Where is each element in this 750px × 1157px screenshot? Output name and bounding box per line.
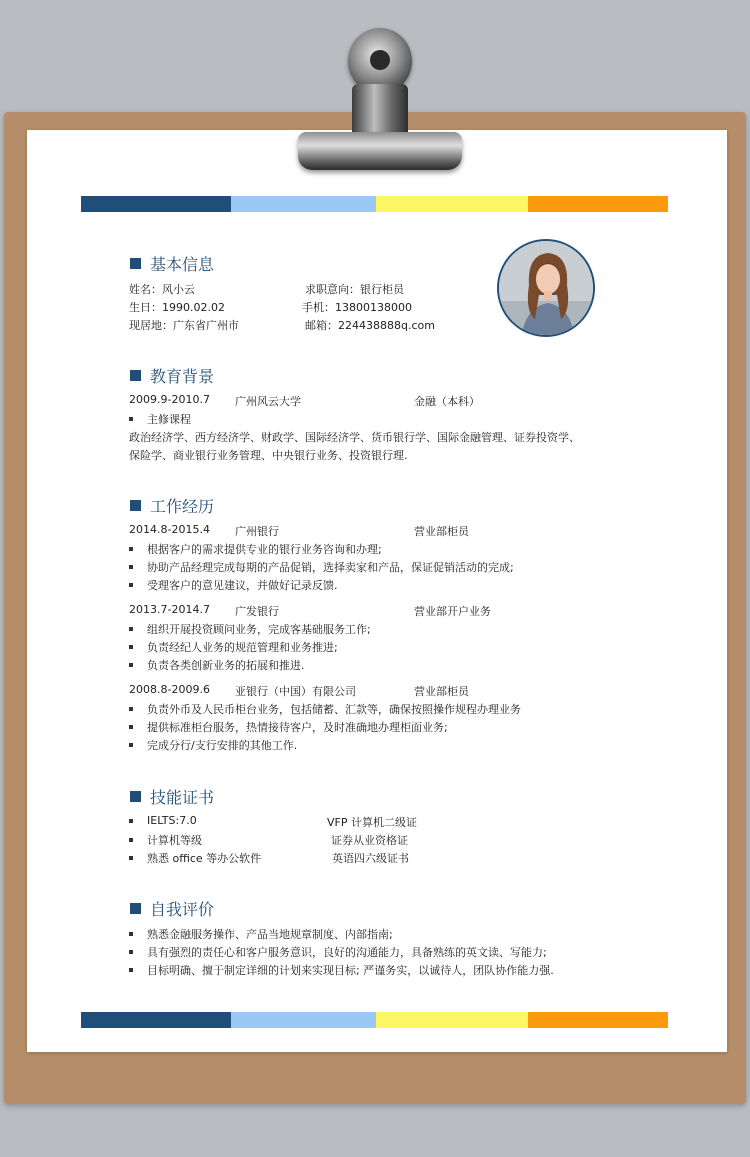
section-square-icon xyxy=(130,791,141,802)
job-role: 营业部开户业务 xyxy=(414,605,491,618)
bullet-icon xyxy=(129,838,133,842)
job-duty: 负责外币及人民币柜台业务，包括储蓄、汇款等，确保按照操作规程办理业务 xyxy=(129,701,521,717)
profile-photo xyxy=(497,239,595,337)
section-title-education: 教育背景 xyxy=(130,364,214,387)
person-photo-icon xyxy=(499,241,595,337)
self-eval-item: 目标明确、擅于制定详细的计划来实现目标; 严谨务实，以诚待人，团队协作能力强. xyxy=(129,962,554,978)
job-duty: 协助产品经理完成每期的产品促销，选择卖家和产品，保证促销活动的完成; xyxy=(129,559,514,575)
address-field: 现居地：广东省广州市 xyxy=(129,319,239,332)
section-square-icon xyxy=(130,370,141,381)
bullet-icon xyxy=(129,743,133,747)
self-eval-item: 熟悉金融服务操作、产品当地规章制度、内部指南; xyxy=(129,926,393,942)
section-title-basic: 基本信息 xyxy=(130,252,214,275)
skill-item: IELTS:7.0 xyxy=(129,814,197,827)
job-role: 营业部柜员 xyxy=(414,685,469,698)
section-title-work: 工作经历 xyxy=(130,494,214,517)
email-field: 邮箱：224438888q.com xyxy=(305,319,435,332)
bullet-icon xyxy=(129,725,133,729)
self-eval-item: 具有强烈的责任心和客户服务意识，良好的沟通能力，具备熟练的英文读、写能力; xyxy=(129,944,547,960)
phone-field: 手机：13800138000 xyxy=(302,301,412,314)
education-major: 金融（本科） xyxy=(414,395,480,408)
certificate-item: 英语四六级证书 xyxy=(332,852,409,865)
skill-item: 计算机等级 xyxy=(129,832,202,848)
bullet-icon xyxy=(129,663,133,667)
section-title-skills: 技能证书 xyxy=(130,785,214,808)
certificate-item: 证券从业资格证 xyxy=(331,834,408,847)
bullet-icon xyxy=(129,565,133,569)
birthday-field: 生日：1990.02.02 xyxy=(129,301,225,314)
bullet-icon xyxy=(129,950,133,954)
courses-line-2: 保险学、商业银行业务管理、中央银行业务、投资银行理. xyxy=(129,449,408,462)
section-title-self-evaluation: 自我评价 xyxy=(130,897,214,920)
job-company: 亚银行（中国）有限公司 xyxy=(235,685,356,698)
courses-line-1: 政治经济学、西方经济学、财政学、国际经济学、货币银行学、国际金融管理、证券投资学、 xyxy=(129,431,580,444)
job-duty: 负责各类创新业务的拓展和推进. xyxy=(129,657,305,673)
bullet-icon xyxy=(129,856,133,860)
bullet-icon xyxy=(129,968,133,972)
bullet-icon xyxy=(129,583,133,587)
bullet-icon xyxy=(129,819,133,823)
bullet-icon xyxy=(129,417,133,421)
job-period: 2008.8-2009.6 xyxy=(129,683,210,696)
bullet-icon xyxy=(129,707,133,711)
certificate-item: VFP 计算机二级证 xyxy=(327,816,417,829)
job-duty: 提供标准柜台服务，热情接待客户，及时准确地办理柜面业务; xyxy=(129,719,448,735)
bullet-icon xyxy=(129,932,133,936)
name-field: 姓名：风小云 xyxy=(129,283,195,296)
job-period: 2014.8-2015.4 xyxy=(129,523,210,536)
top-color-stripe xyxy=(81,196,668,212)
course-heading: 主修课程 xyxy=(129,411,191,427)
job-duty: 完成分行/支行安排的其他工作. xyxy=(129,737,297,753)
job-company: 广发银行 xyxy=(235,605,279,618)
section-square-icon xyxy=(130,258,141,269)
job-duty: 组织开展投资顾问业务，完成客基础服务工作; xyxy=(129,621,371,637)
bottom-color-stripe xyxy=(81,1012,668,1028)
bullet-icon xyxy=(129,645,133,649)
skill-item: 熟悉 office 等办公软件 xyxy=(129,850,261,866)
job-duty: 根据客户的需求提供专业的银行业务咨询和办理; xyxy=(129,541,382,557)
job-duty: 负责经纪人业务的规范管理和业务推进; xyxy=(129,639,338,655)
job-company: 广州银行 xyxy=(235,525,279,538)
education-period: 2009.9-2010.7 xyxy=(129,393,210,406)
resume-paper xyxy=(27,130,727,1052)
job-period: 2013.7-2014.7 xyxy=(129,603,210,616)
job-duty: 受理客户的意见建议，并做好记录反馈. xyxy=(129,577,338,593)
job-intent-field: 求职意向：银行柜员 xyxy=(305,283,404,296)
bullet-icon xyxy=(129,547,133,551)
bullet-icon xyxy=(129,627,133,631)
job-role: 营业部柜员 xyxy=(414,525,469,538)
section-square-icon xyxy=(130,903,141,914)
section-square-icon xyxy=(130,500,141,511)
binder-clip-icon xyxy=(298,28,462,170)
education-school: 广州风云大学 xyxy=(235,395,301,408)
